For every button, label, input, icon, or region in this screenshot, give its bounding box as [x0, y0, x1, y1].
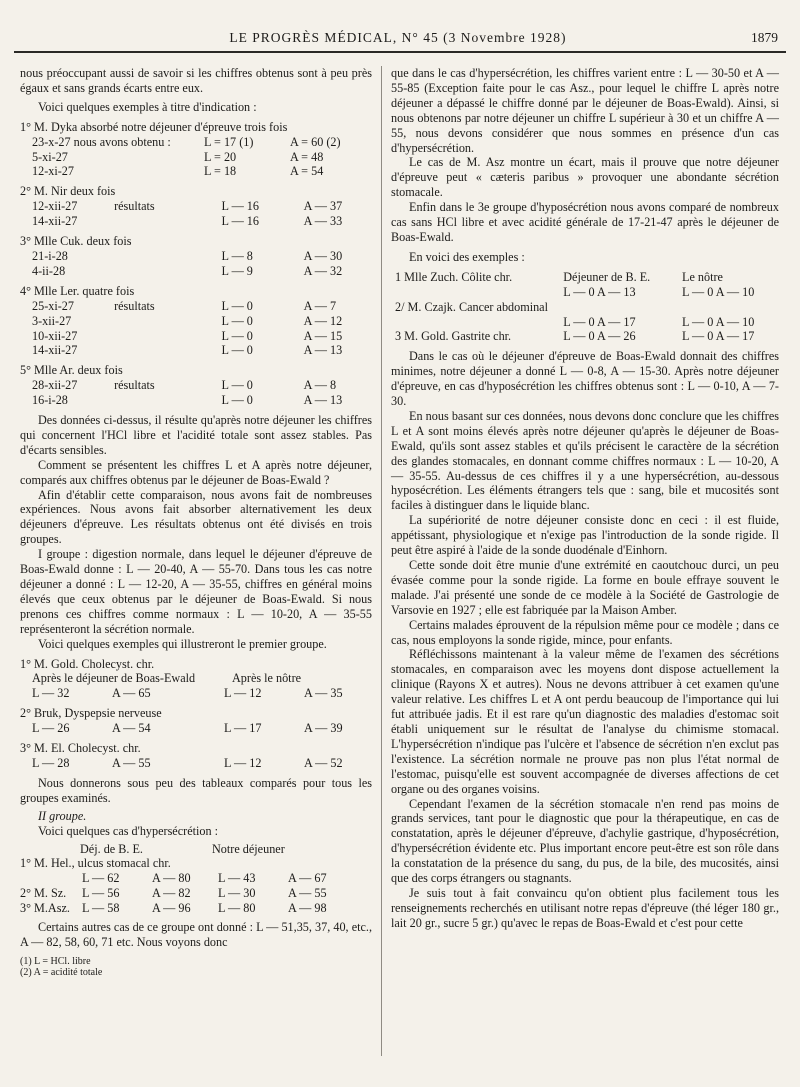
- group1-example-1: [20, 657, 372, 702]
- table-cell: A — 13: [303, 343, 343, 358]
- hyposecretion-examples: [391, 270, 779, 345]
- paragraph: La supériorité de notre déjeuner consiste donc en ceci : il est fluide, appétissant, physiologique et n'exige pas l'introduction de la sonde rigide. Il peut être aspiré à l'aide de la sonde duodénale d'Einhorn.: [391, 513, 779, 558]
- table-cell: A — 33: [303, 214, 343, 229]
- value: L — 32: [32, 686, 70, 701]
- table-cell: L — 0: [221, 298, 253, 313]
- table-cell: 28-xii-27: [32, 378, 78, 393]
- table-cell: 1° M. Hel., ulcus stomacal chr.: [20, 856, 171, 871]
- paragraph: Voici quelques exemples qui illustreront le premier groupe.: [38, 636, 327, 651]
- table-row: [32, 343, 372, 358]
- table-row: [32, 249, 372, 264]
- table-cell: [152, 856, 218, 871]
- case-4: [20, 284, 372, 359]
- value: A — 65: [112, 686, 151, 701]
- table-cell: L — 0: [221, 343, 253, 358]
- table-cell: 14-xii-27: [32, 214, 78, 229]
- table-cell: 5-xi-27: [32, 149, 68, 164]
- table-cell: [563, 300, 682, 315]
- case-heading: 4° Mlle Ler. quatre fois: [20, 283, 135, 298]
- hypersecretion-table: [20, 856, 372, 916]
- table-row: [32, 164, 372, 179]
- table-row: [32, 314, 372, 329]
- table-cell: A — 12: [303, 313, 343, 328]
- table-cell: L — 0 A — 26: [563, 329, 636, 344]
- case-rows: [20, 249, 372, 279]
- table-cell: [114, 343, 221, 358]
- table-cell: 4-ii-28: [32, 263, 66, 278]
- table-cell: L — 8: [221, 248, 253, 263]
- table-row: [32, 199, 372, 214]
- paragraph: En voici des exemples :: [409, 249, 525, 264]
- case-1: [20, 120, 372, 180]
- table-row: [32, 135, 372, 150]
- right-column: [391, 66, 779, 931]
- table-cell: A — 32: [303, 263, 343, 278]
- paragraph: Comment se présentent les chiffres L et A après notre déjeuner, comparés aux chiffres obtenus par le déjeuner de Boas-Ewald ?: [20, 457, 372, 487]
- paragraph: Voici quelques cas d'hypersécrétion :: [38, 823, 218, 838]
- table-row: [395, 315, 779, 330]
- case-5: [20, 363, 372, 408]
- table-cell: 16-i-28: [32, 393, 68, 408]
- table-row: [32, 264, 372, 279]
- value: A — 39: [304, 721, 343, 736]
- paragraph: I groupe : digestion normale, dans lequel le déjeuner d'épreuve de Boas-Ewald donne : L — 20-40, A — 55-70. Dans tous les cas notre déjeuner a donné : L — 12-20, A — 35-55, chiffres en général moins élevés que ceux obtenus par le déjeuner de Boas-Ewald. Si nous prenons ces chiffres comme normaux : L — 10-20, A — 35-55 représenteront la sécrétion normale.: [20, 547, 372, 636]
- table-cell: A — 7: [303, 298, 337, 313]
- table-cell: L — 0 A — 17: [563, 314, 636, 329]
- table-row: [20, 901, 372, 916]
- table-cell: [114, 393, 221, 408]
- table-cell: A = 48: [290, 149, 324, 164]
- table-row: [395, 270, 779, 285]
- table-cell: A = 60 (2): [290, 134, 341, 149]
- value: A — 55: [112, 755, 151, 770]
- page-number: 1879: [751, 30, 778, 45]
- paragraph: Afin d'établir cette comparaison, nous avons fait de nombreuses expériences. Nous avons fait absorber alternativement les deux déjeuners d'épreuve. Les résultats obtenus ont été divisés en trois groupes.: [20, 487, 372, 547]
- footnotes: [20, 956, 372, 978]
- table-header: [80, 842, 372, 857]
- table-cell: L = 20: [204, 149, 237, 164]
- value: L — 28: [32, 755, 70, 770]
- value: A — 35: [304, 686, 343, 701]
- table-cell: A — 80: [152, 871, 191, 886]
- table-cell: 14-xii-27: [32, 343, 78, 358]
- table-cell: 3 M. Gold. Gastrite chr.: [395, 329, 512, 344]
- paragraph: Des données ci-dessus, il résulte qu'après notre déjeuner les chiffres qui concernent l'HCl libre et l'acidité totale sont assez stables. Pas d'écarts sensibles.: [20, 413, 372, 457]
- table-cell: [395, 315, 563, 330]
- paragraph: Réfléchissons maintenant à la valeur même de l'examen des sécrétions stomacales, en comparaison avec les moyens dont dispose actuellement la clinique (Rayons X et autres). Nous ne devons attribuer à cet examen qu'une valeur relative. Les chiffres L et A ont perdu beaucoup de l'importance qui lui fut attribuée jadis. Et il est rare qu'un diagnostic des maladies d'estomac soit établi uniquement sur le résultat de l'analyse du chimisme stomacal. L'hypersécrétion n'indique pas l'ulcère et l'absence de sécrétion n'en exclut pas l'existence. La sécrétion normale ne prouve pas non plus l'état normal de l'estomac, puisqu'elle est souvent accompagnée de diverses affections de cet organe ou des organes voisins.: [391, 647, 779, 796]
- table-row: [20, 856, 372, 871]
- case-rows: [20, 199, 372, 229]
- table-cell: A = 54: [290, 164, 324, 179]
- footnote: (2) A = acidité totale: [20, 966, 103, 978]
- table-cell: [682, 300, 779, 315]
- table-cell: [288, 856, 358, 871]
- header-rule: [14, 51, 786, 53]
- table-cell: A — 37: [303, 199, 343, 214]
- paragraph: Cette sonde doit être munie d'une extrémité en caoutchouc durci, un peu évasée comme pour la sonde rigide. La forme en boule effraye souvent le malade. J'ai présenté une sonde de ce modèle à la Société de Gastrologie de Varsovie en 1927 ; elle est fabriquée par la Maison Amber.: [391, 558, 779, 617]
- table-cell: L — 0 A — 10: [682, 284, 755, 299]
- table-cell: 25-xi-27: [32, 298, 74, 313]
- table-row: [32, 393, 372, 408]
- table-cell: 10-xii-27: [32, 328, 78, 343]
- case-heading: 1° M. Dyka absorbé notre déjeuner d'épreuve trois fois: [20, 119, 288, 134]
- table-cell: L — 0: [221, 393, 253, 408]
- table-cell: [82, 856, 152, 871]
- group1-example-3: [20, 741, 372, 771]
- table-cell: 3° M.Asz.: [20, 901, 70, 916]
- value: L — 26: [32, 721, 70, 736]
- paragraph: Le cas de M. Asz montre un écart, mais il prouve que notre déjeuner d'épreuve peut « cæteris paribus » provoquer une abondante sécrétion stomacale.: [391, 155, 779, 200]
- table-cell: L — 9: [221, 263, 253, 278]
- table-cell: [114, 264, 221, 279]
- table-cell: L — 0 A — 10: [682, 314, 755, 329]
- table-cell: 2° M. Sz.: [20, 886, 67, 901]
- value: A — 54: [112, 721, 151, 736]
- left-column: [20, 66, 372, 978]
- table-cell: 2/ M. Czajk. Cancer abdominal: [395, 299, 548, 314]
- footnote: (1) L = HCl. libre: [20, 955, 91, 967]
- value: A — 52: [304, 755, 343, 770]
- table-cell: L — 58: [82, 901, 120, 916]
- column-label: Déj. de B. E.: [80, 841, 143, 856]
- table-cell: A — 82: [152, 886, 191, 901]
- group1-example-2: [20, 706, 372, 736]
- case-rows: [20, 135, 372, 180]
- table-cell: 3-xii-27: [32, 313, 72, 328]
- table-cell: A — 55: [288, 886, 327, 901]
- column-label: Après le nôtre: [232, 671, 302, 686]
- paragraph: Cependant l'examen de la sécrétion stomacale n'en rend pas moins de grands services, tant pour le diagnostic que pour la thérapeutique, en cas de constatation, après le déjeuner d'épreuve, d'achylie gastrique, d'hyposécrétion, d'hypersécrétion évidente etc. Plus important encore peut-être est son rôle dans la constatation de la présence du sang, du pus, de la bile, des mucosités, ainsi que des corps étrangers ou stagnants.: [391, 796, 779, 886]
- case-heading: 3° Mlle Cuk. deux fois: [20, 234, 132, 249]
- table-cell: résultats: [114, 199, 155, 214]
- case-rows: [20, 299, 372, 359]
- table-row: [32, 214, 372, 229]
- table-cell: L — 0 A — 13: [563, 284, 636, 299]
- table-row: [20, 886, 372, 901]
- paragraph: En nous basant sur ces données, nous devons donc conclure que les chiffres L et A sont moins élevés après notre déjeuner qu'après le déjeuner de Boas-Ewald, qu'ils sont assez stables et qu'ils précisent le caractère de la sécrétion des glandes stomacales, en donnant comme chiffres normaux : L — 10-20, A — 35-55. Au-dessus de ces chiffres il y a une hypersécrétion, au-dessous hyposécrétion. Les éléments étrangers tels que : sang, bile et mucosités sont faciles à distinguer dans le liquide blanc.: [391, 408, 779, 513]
- table-cell: [114, 249, 221, 264]
- table-cell: 23-x-27 nous avons obtenu :: [32, 134, 171, 149]
- table-cell: L — 16: [221, 199, 259, 214]
- table-cell: L — 0: [221, 313, 253, 328]
- table-cell: A — 8: [303, 378, 337, 393]
- table-row: [32, 378, 372, 393]
- paragraph: Certains malades éprouvent de la répulsion même pour ce modèle ; dans ce cas, nous employons la sonde rigide, mince, pour enfants.: [391, 617, 779, 647]
- paragraph: Dans le cas où le déjeuner d'épreuve de Boas-Ewald donnait des chiffres minimes, notre déjeuner a donné L — 0-8, A — 15-30. Après notre déjeuner d'épreuve, en cas d'hyposécrétion les chiffres obtenus sont : L — 0-10, A — 7-30.: [391, 349, 779, 409]
- table-cell: L — 56: [82, 886, 120, 901]
- table-cell: L — 43: [218, 871, 256, 886]
- paragraph: que dans le cas d'hypersécrétion, les chiffres varient entre : L — 30-50 et A — 55-85 (Exception faite pour le cas Asz., pour lequel le chiffre L après notre déjeuner a dépassé le chiffre donné par le déjeuner de Boas-Ewald). Ainsi, si nous obtenons par notre déjeuner un chiffre L supérieur à 30 et un chiffre A — 55, nous devons considérer que nous sommes en présence d'un cas d'hypersécrétion.: [391, 66, 779, 155]
- table-cell: Déjeuner de B. E.: [563, 269, 651, 284]
- table-cell: 1 Mlle Zuch. Côlite chr.: [395, 269, 513, 284]
- table-cell: A — 67: [288, 871, 327, 886]
- table-row: [20, 871, 372, 886]
- table-cell: A — 15: [303, 328, 343, 343]
- case-3: [20, 234, 372, 279]
- value: L — 17: [224, 721, 262, 736]
- paragraph: Je suis tout à fait convaincu qu'on obtient plus facilement tous les renseignements recherchés en utilisant notre repas d'épreuve (thé léger 180 gr., lait 20 gr., sucre 5 gr.) qu'avec le repas de Boas-Ewald et c'est pour cette: [391, 885, 779, 930]
- table-cell: 12-xi-27: [32, 164, 74, 179]
- paragraph: Voici quelques exemples à titre d'indication :: [38, 99, 257, 114]
- table-cell: L = 18: [204, 164, 237, 179]
- value: L — 12: [224, 686, 262, 701]
- table-row: [395, 300, 779, 315]
- table-cell: [114, 329, 221, 344]
- table-cell: résultats: [114, 298, 155, 313]
- table-cell: L — 0 A — 17: [682, 329, 755, 344]
- table-cell: A — 96: [152, 901, 191, 916]
- table-cell: [114, 314, 221, 329]
- case-2: [20, 184, 372, 229]
- table-row: [32, 150, 372, 165]
- table-cell: 12-xii-27: [32, 199, 78, 214]
- example-heading: 1° M. Gold. Cholecyst. chr.: [20, 656, 155, 671]
- journal-title: LE PROGRÈS MÉDICAL, N° 45 (3 Novembre 1928): [229, 30, 567, 45]
- page-header: [14, 30, 782, 52]
- table-row: [395, 285, 779, 300]
- table-cell: 21-i-28: [32, 248, 68, 263]
- column-divider: [381, 66, 382, 1056]
- case-rows: [20, 378, 372, 408]
- group-title: II groupe.: [38, 808, 87, 823]
- table-cell: [20, 871, 82, 886]
- example-heading: 2° Bruk, Dyspepsie nerveuse: [20, 706, 162, 721]
- table-cell: Le nôtre: [682, 269, 723, 284]
- case-heading: 5° Mlle Ar. deux fois: [20, 363, 123, 378]
- table-cell: A — 13: [303, 393, 343, 408]
- example-heading: 3° M. El. Cholecyst. chr.: [20, 741, 141, 756]
- table-row: [395, 329, 779, 344]
- paragraph: nous préoccupant aussi de savoir si les chiffres obtenus sont à peu près égaux et sans grands écarts entre eux.: [20, 66, 372, 95]
- table-cell: L — 16: [221, 214, 259, 229]
- table-cell: L — 0: [221, 328, 253, 343]
- column-label: Après le déjeuner de Boas-Ewald: [32, 671, 196, 686]
- value: L — 12: [224, 755, 262, 770]
- table-cell: L = 17 (1): [204, 134, 254, 149]
- table-cell: L — 80: [218, 901, 256, 916]
- table-cell: [114, 214, 221, 229]
- table-row: [32, 299, 372, 314]
- table-cell: L — 62: [82, 871, 120, 886]
- paragraph: Certains autres cas de ce groupe ont donné : L — 51,35, 37, 40, etc., A — 82, 58, 60, 71 etc. Nous voyons donc: [20, 920, 372, 949]
- column-label: Notre déjeuner: [212, 841, 285, 856]
- table-cell: A — 98: [288, 901, 327, 916]
- table-cell: A — 30: [303, 248, 343, 263]
- paragraph: Nous donnerons sous peu des tableaux comparés pour tous les groupes examinés.: [20, 775, 372, 805]
- table-cell: L — 30: [218, 886, 256, 901]
- table-cell: résultats: [114, 378, 155, 393]
- table-cell: L — 0: [221, 378, 253, 393]
- table-cell: [218, 856, 288, 871]
- paragraph: Enfin dans le 3e groupe d'hyposécrétion nous avons comparé de nombreux cas sans HCl libre et avec acidité générale de 17-21-47 après le déjeuner de Boas-Ewald.: [391, 200, 779, 244]
- table-cell: [395, 285, 563, 300]
- case-heading: 2° M. Nir deux fois: [20, 184, 116, 199]
- table-row: [32, 329, 372, 344]
